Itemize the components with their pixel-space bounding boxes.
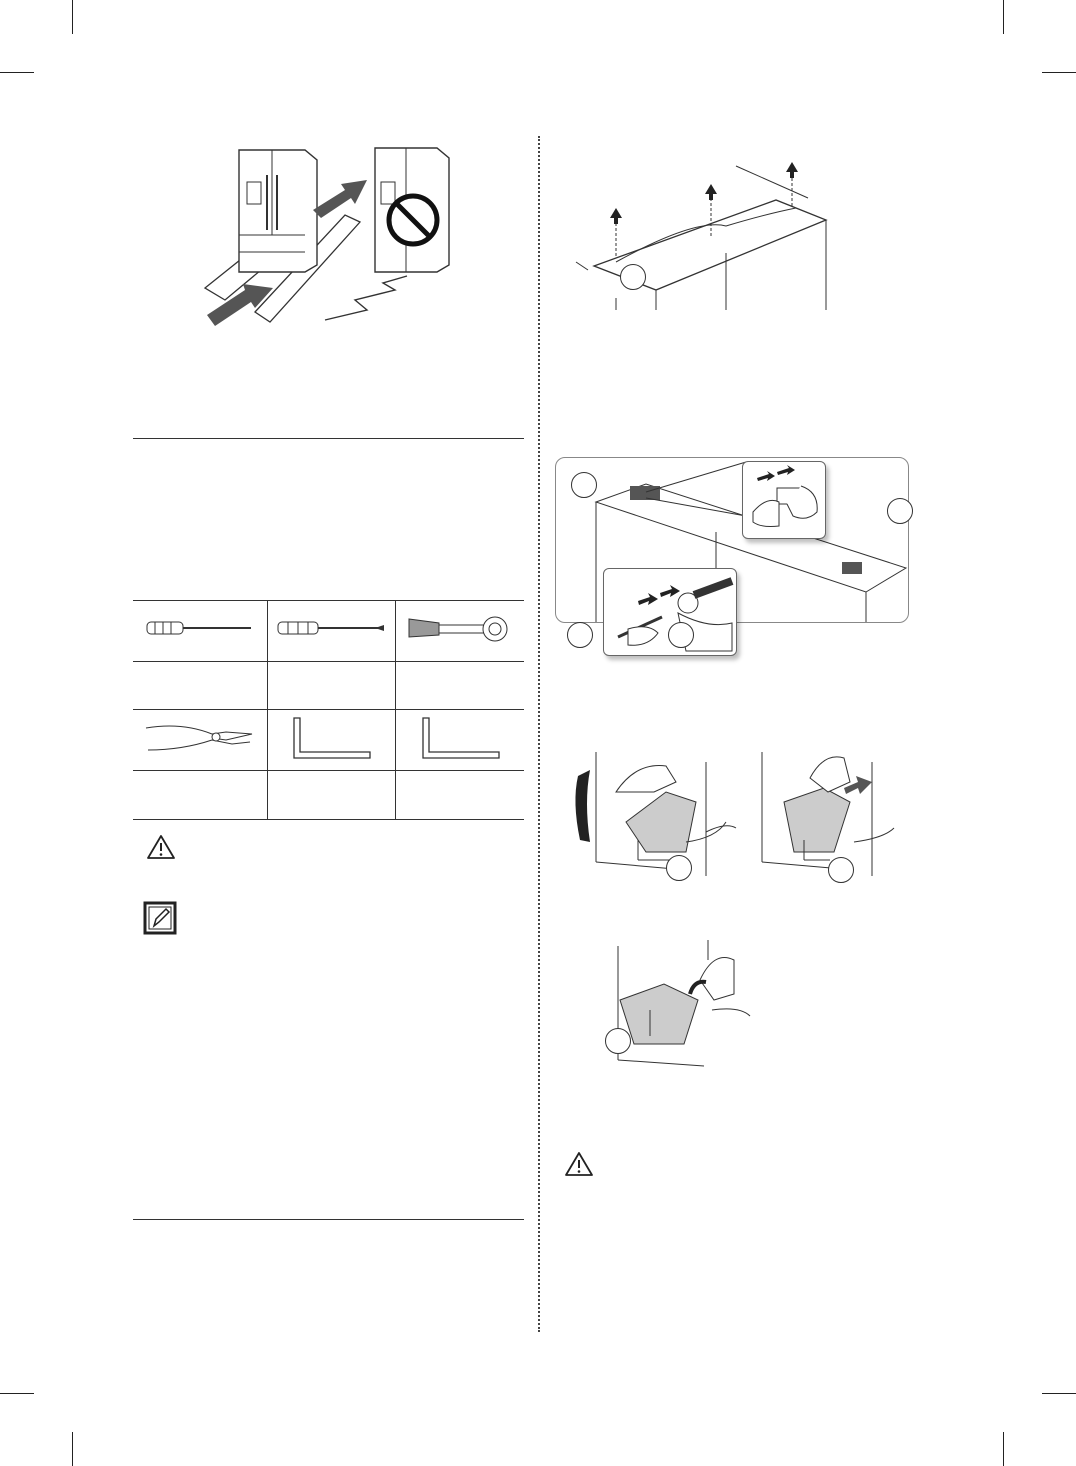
marker-connector-b xyxy=(668,622,694,648)
marker-harness-right xyxy=(887,498,913,524)
tool-label xyxy=(133,661,267,710)
crop-mark xyxy=(0,1393,34,1394)
tool-label xyxy=(133,771,267,820)
hinge-removal-illustration xyxy=(604,940,774,1068)
allen-wrench-icon xyxy=(415,714,505,762)
note-pencil-icon xyxy=(142,900,178,936)
marker-hinge-lift xyxy=(666,855,692,881)
socket-wrench-icon xyxy=(405,613,515,643)
tool-cell xyxy=(267,710,396,771)
phillips-screwdriver-icon xyxy=(145,618,255,638)
tool-cell xyxy=(396,710,524,771)
crop-mark xyxy=(1003,1432,1004,1466)
connector-callout-top xyxy=(742,461,826,539)
marker-connector-a xyxy=(567,622,593,648)
crop-mark xyxy=(1042,1393,1076,1394)
crop-mark xyxy=(72,1432,73,1466)
tool-cell xyxy=(133,710,267,771)
warning-triangle-icon xyxy=(564,1151,594,1177)
section-rule xyxy=(133,1219,524,1220)
flat-screwdriver-icon xyxy=(276,618,386,638)
crop-mark xyxy=(1003,0,1004,34)
section-rule xyxy=(133,438,524,439)
tool-cell xyxy=(396,601,524,662)
marker-hinge-pull xyxy=(828,857,854,883)
top-cover-illustration xyxy=(576,158,846,314)
tool-label xyxy=(396,661,524,710)
tool-cell xyxy=(133,601,267,662)
tool-label xyxy=(396,771,524,820)
connector-hands-illustration xyxy=(747,466,821,534)
pliers-icon xyxy=(142,720,257,756)
crop-mark xyxy=(0,72,34,73)
marker-cover xyxy=(620,264,646,290)
marker-hinge-remove xyxy=(605,1028,631,1054)
column-divider xyxy=(538,136,540,1332)
warning-triangle-icon xyxy=(146,834,176,860)
tool-cell xyxy=(267,601,396,662)
fridge-moving-illustration xyxy=(195,140,475,335)
tools-table xyxy=(133,600,524,820)
hinge-lift-illustration xyxy=(576,752,746,876)
crop-mark xyxy=(1042,72,1076,73)
tool-label xyxy=(267,771,396,820)
tool-label xyxy=(267,661,396,710)
allen-wrench-icon xyxy=(286,714,376,762)
marker-harness-left xyxy=(571,472,597,498)
crop-mark xyxy=(72,0,73,34)
